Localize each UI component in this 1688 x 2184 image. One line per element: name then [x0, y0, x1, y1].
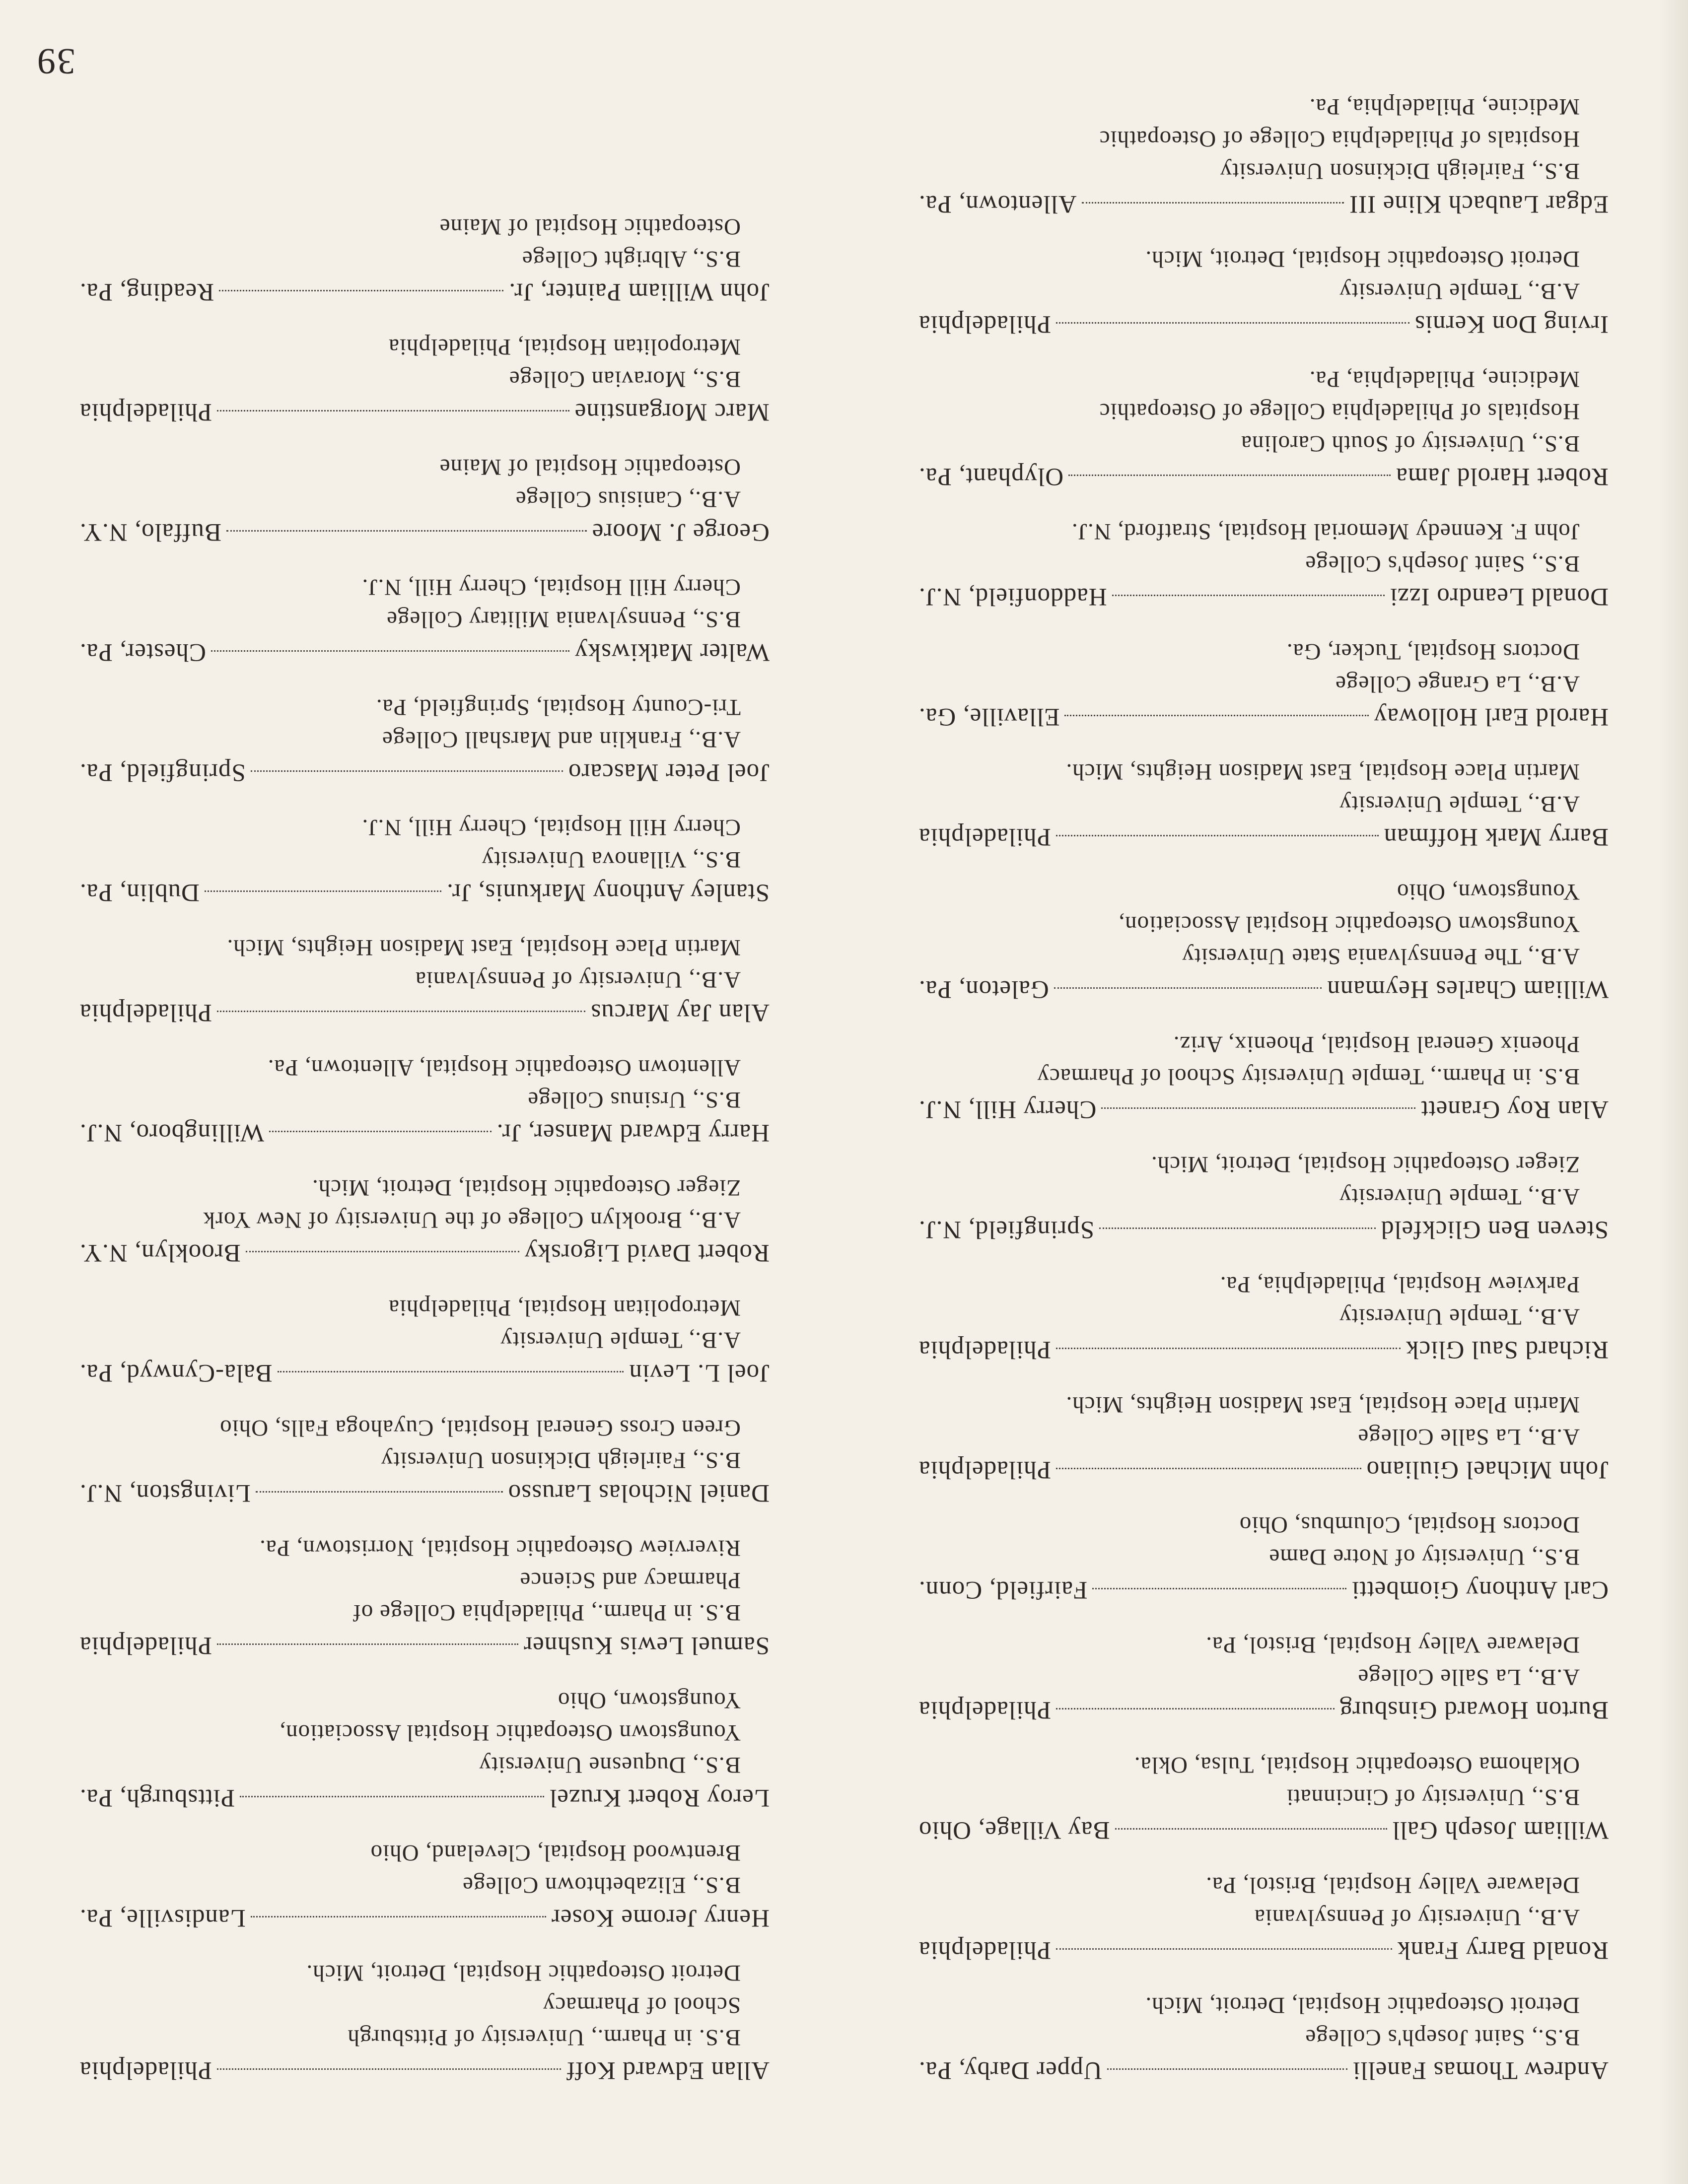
- entry-header: [79, 1116, 770, 1150]
- graduate-name: Daniel Nicholas Larusso: [507, 1479, 770, 1507]
- hometown: Philadelphia: [79, 2056, 212, 2084]
- hometown: Philadelphia: [79, 999, 212, 1026]
- internship-line: Parkview Hospital, Philadelphia, Pa.: [1219, 1272, 1580, 1297]
- dot-leader: [226, 530, 587, 533]
- degree-line: B.S., University of Cincinnati: [1286, 1784, 1580, 1810]
- degree-line: B.S., University of Notre Dame: [1268, 1544, 1580, 1570]
- dot-leader: [217, 410, 569, 412]
- internship-line: Green Cross General Hospital, Cuyahoga Falls, Ohio: [219, 1415, 741, 1441]
- graduate-name: Ronald Barry Frank: [1397, 1936, 1609, 1964]
- roster-entry: [79, 331, 770, 429]
- degree-line: B.S., Saint Joseph's College: [1305, 2025, 1580, 2050]
- dot-leader: [1112, 595, 1385, 597]
- graduate-name: Richard Saul Glick: [1406, 1336, 1609, 1364]
- graduate-name: Donald Leandro Izzi: [1390, 583, 1609, 611]
- graduate-name: William Charles Heymann: [1327, 975, 1609, 1003]
- entry-header: [918, 700, 1609, 734]
- entry-header: [918, 460, 1609, 493]
- graduate-name: Joel Peter Mascaro: [567, 758, 770, 786]
- hometown: Brooklyn, N.Y.: [79, 1239, 241, 1267]
- hometown: Chester, Pa.: [79, 638, 206, 666]
- roster-entry: [918, 1989, 1609, 2087]
- graduate-name: Irving Don Kernis: [1414, 310, 1609, 338]
- hometown: Pittsburgh, Pa.: [79, 1784, 235, 1812]
- dot-leader: [1056, 1348, 1401, 1350]
- graduate-name: Stanley Anthony Markunis, Jr.: [446, 879, 770, 906]
- degree-line: A.B., Brooklyn College of the University of New York: [203, 1207, 741, 1233]
- hometown: Philadelphia: [918, 1696, 1051, 1724]
- dot-leader: [211, 650, 569, 653]
- roster-entry: [918, 1629, 1609, 1727]
- degree-line: B.S., Ursinus College: [527, 1087, 741, 1113]
- dot-leader: [246, 1251, 519, 1253]
- degree-line: B.S., Albright College: [521, 246, 741, 272]
- dot-leader: [1056, 1708, 1335, 1710]
- roster-entry: [918, 363, 1609, 493]
- roster-entry: [918, 1388, 1609, 1487]
- entry-header: [79, 755, 770, 789]
- graduate-name: Carl Anthony Giombetti: [1351, 1576, 1609, 1604]
- degree-line: B.S. in Pharm., Philadelphia College of: [352, 1600, 741, 1626]
- hometown: Cherry Hill, N.J.: [918, 1095, 1097, 1123]
- degree-line: A.B., University of Pennsylvania: [415, 967, 741, 993]
- internship-line: Youngstown Osteopathic Hospital Association,: [279, 1720, 741, 1746]
- dot-leader: [205, 890, 441, 893]
- degree-line: A.B., La Salle College: [1357, 1664, 1580, 1690]
- internship-line: Detroit Osteopathic Hospital, Detroit, Mich.: [306, 1960, 741, 1986]
- dot-leader: [1099, 1228, 1376, 1230]
- roster-entry: [918, 1028, 1609, 1126]
- internship-line: Metropolitan Hospital, Philadelphia: [388, 334, 741, 360]
- internship-line: Riverview Osteopathic Hospital, Norristown, Pa.: [259, 1535, 741, 1561]
- roster-entry: [79, 1412, 770, 1510]
- internship-line: Zieger Osteopathic Hospital, Detroit, Mich.: [312, 1175, 741, 1201]
- hometown: Philadelphia: [79, 398, 212, 426]
- roster-entry: [79, 1292, 770, 1390]
- entry-header: [79, 395, 770, 429]
- scan-edge-shadow: [1658, 0, 1688, 2184]
- roster-column-right: [79, 189, 770, 2087]
- entry-header: [79, 515, 770, 549]
- internship-line: Detroit Osteopathic Hospital, Detroit, Mich.: [1145, 246, 1580, 272]
- roster-entry: [79, 811, 770, 909]
- hometown: Philadelphia: [918, 823, 1051, 851]
- roster-entry: [79, 571, 770, 669]
- roster-entry: [918, 1869, 1609, 1967]
- dot-leader: [1107, 2068, 1348, 2071]
- roster-entry: [79, 1837, 770, 1935]
- dot-leader: [217, 1011, 585, 1013]
- degree-line: A.B., Temple University: [1339, 791, 1580, 817]
- entry-header: [79, 635, 770, 669]
- dot-leader: [1056, 322, 1409, 325]
- hometown: Galeton, Pa.: [918, 975, 1049, 1003]
- roster-entry: [79, 931, 770, 1029]
- roster-entry: [79, 210, 770, 309]
- internship-line: Youngstown, Ohio: [557, 1688, 741, 1713]
- entry-header: [79, 1236, 770, 1270]
- entry-header: [918, 820, 1609, 854]
- entry-header: [79, 1629, 770, 1662]
- roster-entry: [79, 1684, 770, 1815]
- internship-line: Medicine, Philadelphia, Pa.: [1309, 94, 1580, 120]
- entry-header: [918, 1813, 1609, 1847]
- internship-line: Martin Place Hospital, East Madison Heights, Mich.: [226, 935, 741, 960]
- internship-line: Doctors Hospital, Tucker, Ga.: [1286, 639, 1580, 665]
- roster-entry: [918, 1749, 1609, 1847]
- internship-line: Metropolitan Hospital, Philadelphia: [388, 1295, 741, 1321]
- internship-line: Cherry Hill Hospital, Cherry Hill, N.J.: [361, 574, 741, 600]
- hometown: Philadelphia: [918, 1456, 1051, 1484]
- roster-entry: [79, 1051, 770, 1150]
- dot-leader: [278, 1371, 624, 1373]
- degree-line: A.B., Temple University: [500, 1327, 741, 1353]
- degree-line: B.S., Moravian College: [508, 366, 741, 392]
- dot-leader: [240, 1796, 544, 1798]
- roster-entry: [79, 691, 770, 789]
- dot-leader: [1068, 475, 1391, 477]
- degree-line: A.B., Franklin and Marshall College: [382, 727, 741, 752]
- roster-entry: [918, 1508, 1609, 1607]
- graduate-name: Andrew Thomas Fanelli: [1352, 2056, 1609, 2084]
- internship-line: Phoenix General Hospital, Phoenix, Ariz.: [1173, 1031, 1580, 1057]
- degree-line: B.S., Duquesne University: [479, 1752, 741, 1778]
- roster-entry: [918, 1148, 1609, 1246]
- entry-header: [918, 1092, 1609, 1126]
- degree-line: B.S., Elizabethtown College: [462, 1872, 741, 1898]
- entry-header: [79, 996, 770, 1029]
- internship-line: Detroit Osteopathic Hospital, Detroit, Mich.: [1145, 1992, 1580, 2018]
- hometown: Ellaville, Ga.: [918, 703, 1060, 731]
- dot-leader: [1115, 1828, 1387, 1831]
- entry-header: [918, 1933, 1609, 1967]
- degree-line: B.S., Fairleigh Dickinson University: [1219, 158, 1580, 184]
- degree-line: B.S., Saint Joseph's College: [1305, 551, 1580, 577]
- hometown: Buffalo, N.Y.: [79, 518, 221, 546]
- dot-leader: [251, 1916, 546, 1918]
- degree-line: A.B., Temple University: [1339, 1304, 1580, 1330]
- degree-line: B.S., University of South Carolina: [1241, 431, 1580, 457]
- entry-header: [918, 187, 1609, 221]
- entry-header: [918, 1573, 1609, 1607]
- roster-entry: [918, 90, 1609, 221]
- graduate-name: Marc Morganstine: [574, 398, 770, 426]
- graduate-name: Edgar Laubach Kline III: [1349, 190, 1609, 218]
- roster-column-left: [918, 68, 1609, 2087]
- graduate-name: John Michael Giuliano: [1366, 1456, 1609, 1484]
- dot-leader: [1056, 1948, 1392, 1951]
- graduate-name: Harold Earl Holloway: [1373, 703, 1609, 731]
- graduate-name: Walter Matkiwsky: [574, 638, 770, 666]
- internship-line: Hospitals of Philadelphia College of Osteopathic: [1099, 399, 1580, 424]
- graduate-name: Burton Howard Ginsburg: [1339, 1696, 1609, 1724]
- internship-line: Allentown Osteopathic Hospital, Allentown, Pa.: [267, 1055, 741, 1081]
- dot-leader: [256, 1491, 503, 1494]
- entry-header: [79, 876, 770, 909]
- hometown: Haddonfield, N.J.: [918, 583, 1107, 611]
- hometown: Springfield, Pa.: [79, 758, 246, 786]
- internship-line: Doctors Hospital, Columbus, Ohio: [1239, 1512, 1580, 1538]
- hometown: Landisville, Pa.: [79, 1904, 246, 1932]
- hometown: Allentown, Pa.: [918, 190, 1077, 218]
- hometown: Bala-Cynwyd, Pa.: [79, 1359, 273, 1387]
- dot-leader: [1054, 987, 1322, 990]
- internship-line: John F. Kennedy Memorial Hospital, Stratford, N.J.: [1071, 519, 1580, 545]
- degree-line: A.B., Temple University: [1339, 278, 1580, 304]
- hometown: Fairfield, Conn.: [918, 1576, 1088, 1604]
- degree-line: B.S. in Pharm., University of Pittsburgh: [347, 2025, 741, 2050]
- roster-entry: [918, 876, 1609, 1006]
- dot-leader: [1082, 202, 1344, 205]
- degree-line: B.S., Pennsylvania Military College: [386, 607, 741, 632]
- roster-entry: [79, 1171, 770, 1270]
- entry-header: [918, 307, 1609, 341]
- graduate-name: John William Painter, Jr.: [508, 278, 770, 306]
- roster-entry: [918, 755, 1609, 854]
- graduate-name: William Joseph Gall: [1392, 1816, 1609, 1844]
- entry-header: [79, 1476, 770, 1510]
- graduate-name: Alan Jay Marcus: [590, 999, 770, 1026]
- graduate-name: Barry Mark Hoffman: [1383, 823, 1609, 851]
- internship-line: Medicine, Philadelphia, Pa.: [1309, 366, 1580, 392]
- graduate-name: Samuel Lewis Kushner: [523, 1632, 770, 1659]
- page-number: 39: [36, 41, 75, 81]
- dot-leader: [269, 1131, 492, 1133]
- hometown: Springfield, N.J.: [918, 1216, 1095, 1243]
- hometown: Dublin, Pa.: [79, 879, 200, 906]
- roster-entry: [918, 1268, 1609, 1366]
- hometown: Philadelphia: [918, 310, 1051, 338]
- internship-line: School of Pharmacy: [542, 1992, 741, 2018]
- degree-line: A.B., La Salle College: [1357, 1424, 1580, 1450]
- graduate-name: Harry Edward Manser, Jr.: [496, 1119, 770, 1147]
- graduate-name: Joel L. Levin: [629, 1359, 770, 1387]
- roster-entry: [918, 243, 1609, 341]
- hometown: Willingboro, N.J.: [79, 1119, 264, 1147]
- dot-leader: [251, 770, 563, 773]
- internship-line: Zieger Osteopathic Hospital, Detroit, Mich.: [1151, 1152, 1580, 1177]
- internship-line: Oklahoma Osteopathic Hospital, Tulsa, Okla.: [1133, 1752, 1580, 1778]
- internship-line: Youngstown, Ohio: [1396, 879, 1580, 905]
- degree-line: A.B., Temple University: [1339, 1184, 1580, 1210]
- hometown: Olyphant, Pa.: [918, 463, 1064, 490]
- graduate-name: Leroy Robert Kruzel: [549, 1784, 770, 1812]
- dot-leader: [1056, 1468, 1361, 1470]
- dot-leader: [1101, 1107, 1415, 1110]
- graduate-name: George J. Moore: [591, 518, 770, 546]
- graduate-name: Alan Roy Granett: [1420, 1095, 1609, 1123]
- entry-header: [918, 1453, 1609, 1487]
- dot-leader: [217, 2068, 561, 2071]
- entry-header: [918, 1693, 1609, 1727]
- dot-leader: [1092, 1588, 1346, 1590]
- roster-entry: [79, 1957, 770, 2087]
- internship-line: Youngstown Osteopathic Hospital Association,: [1118, 911, 1580, 937]
- entry-header: [918, 972, 1609, 1006]
- entry-header: [79, 1356, 770, 1390]
- roster-entry: [79, 1532, 770, 1662]
- internship-line: Martin Place Hospital, East Madison Heights, Mich.: [1065, 1392, 1580, 1418]
- hometown: Livingston, N.J.: [79, 1479, 251, 1507]
- hometown: Philadelphia: [79, 1632, 212, 1659]
- graduate-name: Steven Ben Glickfeld: [1380, 1216, 1609, 1243]
- dot-leader: [1065, 715, 1369, 717]
- degree-line: A.B., University of Pennsylvania: [1254, 1905, 1580, 1930]
- roster-entry: [918, 515, 1609, 614]
- entry-header: [79, 2053, 770, 2087]
- degree-line: A.B., The Pennsylvania State University: [1182, 944, 1580, 969]
- graduate-name: Henry Jerome Koser: [551, 1904, 770, 1932]
- entry-header: [79, 1901, 770, 1935]
- internship-line: Brentwood Hospital, Cleveland, Ohio: [370, 1840, 741, 1866]
- internship-line: Pharmacy and Science: [519, 1568, 741, 1593]
- internship-line: Tri-County Hospital, Springfield, Pa.: [375, 694, 741, 720]
- entry-header: [918, 2053, 1609, 2087]
- internship-line: Osteopathic Hospital of Maine: [439, 454, 741, 480]
- degree-line: B.S., Fairleigh Dickinson University: [380, 1447, 741, 1473]
- internship-line: Cherry Hill Hospital, Cherry Hill, N.J.: [361, 815, 741, 840]
- hometown: Bay Village, Ohio: [918, 1816, 1110, 1844]
- hometown: Upper Darby, Pa.: [918, 2056, 1102, 2084]
- entry-header: [79, 1781, 770, 1815]
- roster-entry: [918, 635, 1609, 734]
- degree-line: B.S., Villanova University: [481, 847, 741, 873]
- entry-header: [918, 580, 1609, 614]
- internship-line: Delaware Valley Hospital, Bristol, Pa.: [1205, 1632, 1580, 1658]
- hometown: Reading, Pa.: [79, 278, 214, 306]
- graduate-name: Robert Harold Jama: [1396, 463, 1609, 490]
- degree-line: A.B., Canisius College: [515, 486, 741, 512]
- entry-header: [918, 1213, 1609, 1246]
- hometown: Philadelphia: [918, 1936, 1051, 1964]
- roster-entry: [79, 451, 770, 549]
- internship-line: Osteopathic Hospital of Maine: [439, 214, 741, 240]
- entry-header: [79, 275, 770, 309]
- degree-line: A.B., La Grange College: [1335, 671, 1580, 697]
- graduate-name: Allan Edward Koff: [566, 2056, 770, 2084]
- internship-line: Martin Place Hospital, East Madison Heights, Mich.: [1065, 759, 1580, 785]
- dot-leader: [1056, 835, 1379, 837]
- graduate-name: Robert David Ligorsky: [524, 1239, 770, 1267]
- internship-line: Hospitals of Philadelphia College of Osteopathic: [1099, 126, 1580, 152]
- internship-line: Delaware Valley Hospital, Bristol, Pa.: [1205, 1872, 1580, 1898]
- dot-leader: [217, 1643, 518, 1646]
- hometown: Philadelphia: [918, 1336, 1051, 1364]
- degree-line: B.S. in Pharm., Temple University School of Pharmacy: [1037, 1064, 1580, 1090]
- dot-leader: [219, 290, 503, 292]
- entry-header: [918, 1333, 1609, 1366]
